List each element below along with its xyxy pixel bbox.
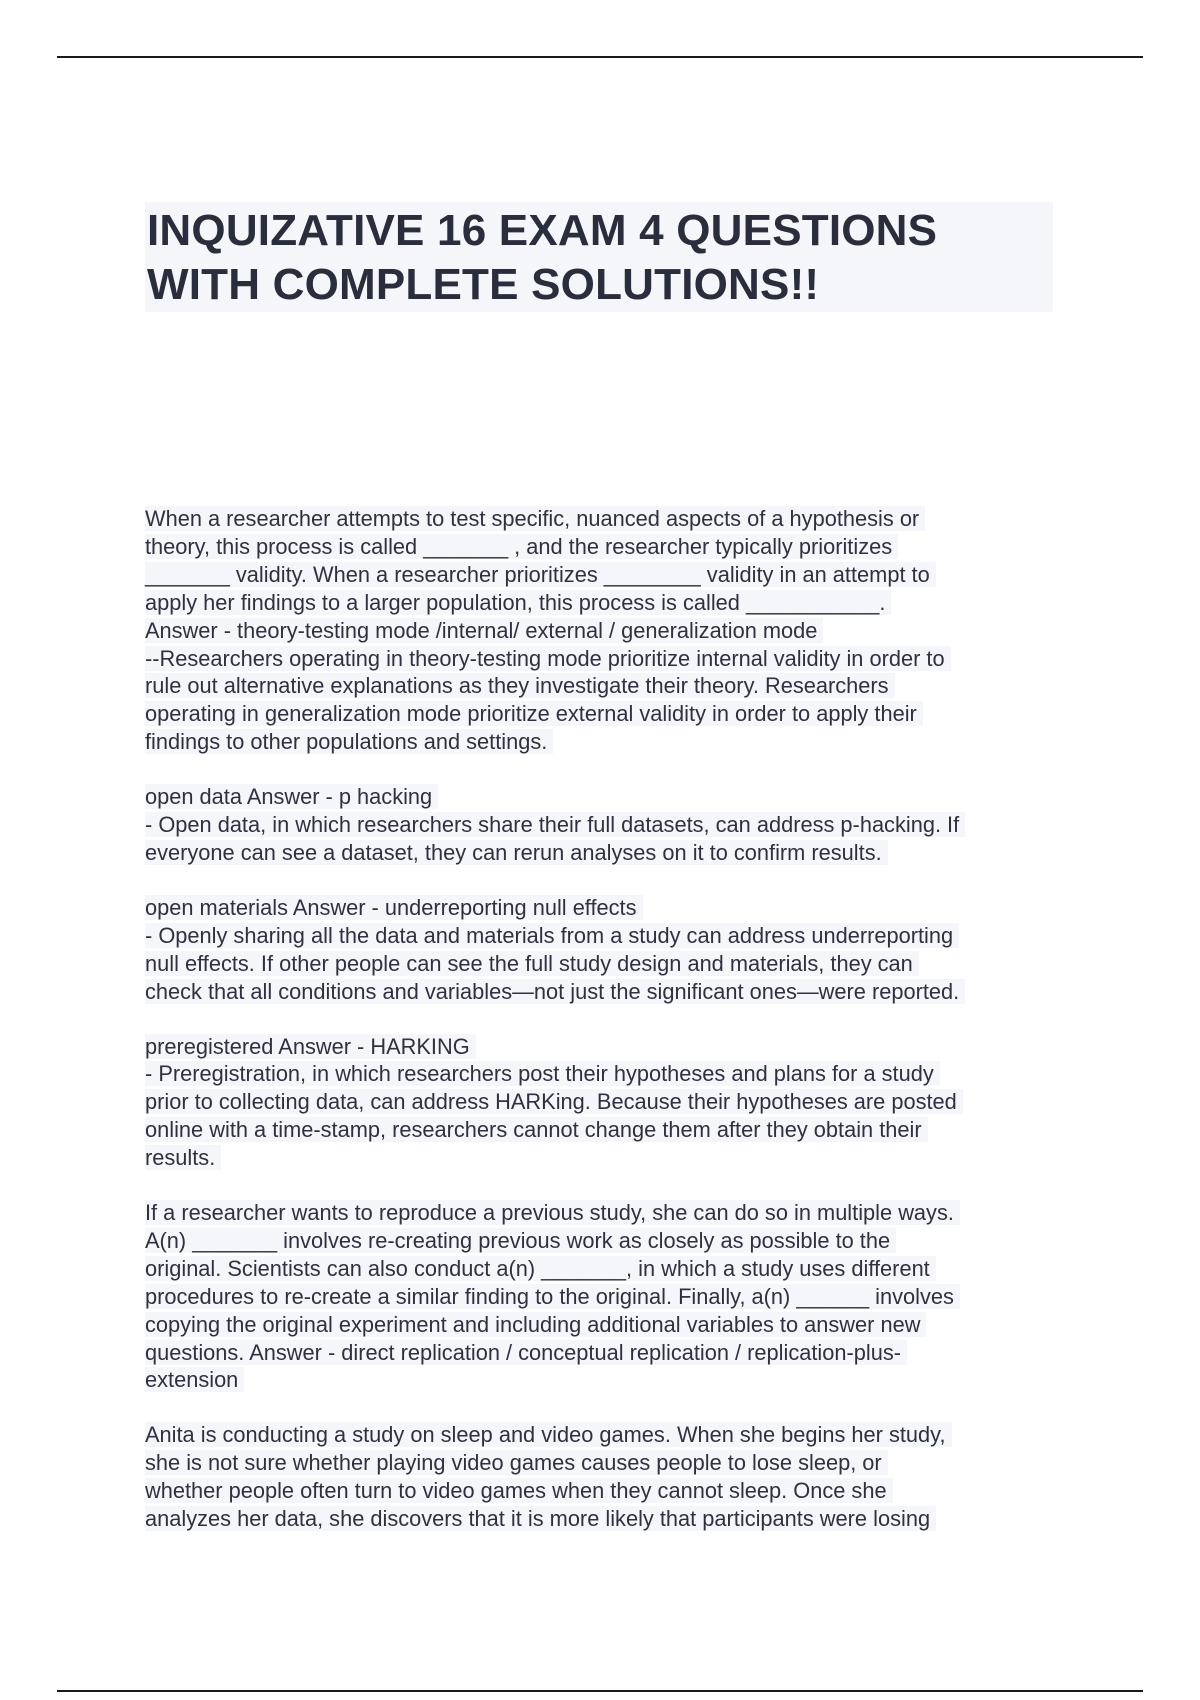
text-line: open materials Answer - underreporting null effects [145,894,1055,922]
title-line: WITH COMPLETE SOLUTIONS!! [147,260,820,309]
text-line: preregistered Answer - HARKING [145,1033,1055,1061]
text-line: If a researcher wants to reproduce a previous study, she can do so in multiple ways. [145,1199,1055,1227]
text-line: extension [145,1366,1055,1394]
bottom-rule [57,1690,1143,1692]
text-line: procedures to re-create a similar finding to the original. Finally, a(n) ______ involves [145,1283,1055,1311]
text-line: online with a time-stamp, researchers cannot change them after they obtain their [145,1116,1055,1144]
text-line: Anita is conducting a study on sleep and video games. When she begins her study, [145,1421,1055,1449]
text-line: everyone can see a dataset, they can rerun analyses on it to confirm results. [145,839,1055,867]
text-line: Answer - theory-testing mode /internal/ external / generalization mode [145,617,1055,645]
title-line: INQUIZATIVE 16 EXAM 4 QUESTIONS [147,206,938,255]
text-line: open data Answer - p hacking [145,783,1055,811]
qa-item [145,505,1055,756]
text-line: - Openly sharing all the data and materials from a study can address underreporting [145,922,1055,950]
text-line: apply her findings to a larger population, this process is called ___________. [145,589,1055,617]
qa-item [145,783,1055,867]
text-line: _______ validity. When a researcher prioritizes ________ validity in an attempt to [145,561,1055,589]
qa-item [145,1033,1055,1173]
text-line: operating in generalization mode prioritize external validity in order to apply their [145,700,1055,728]
text-line: theory, this process is called _______ , and the researcher typically prioritizes [145,533,1055,561]
qa-item [145,1421,1055,1533]
text-line: - Preregistration, in which researchers post their hypotheses and plans for a study [145,1060,1055,1088]
text-line: analyzes her data, she discovers that it is more likely that participants were losing [145,1505,1055,1533]
text-line: - Open data, in which researchers share their full datasets, can address p-hacking. If [145,811,1055,839]
title-block [145,202,1053,312]
text-line: whether people often turn to video games when they cannot sleep. Once she [145,1477,1055,1505]
text-line: findings to other populations and settings. [145,728,1055,756]
text-line: copying the original experiment and including additional variables to answer new [145,1311,1055,1339]
text-line: rule out alternative explanations as they investigate their theory. Researchers [145,672,1055,700]
text-line: check that all conditions and variables—not just the significant ones—were reported. [145,978,1055,1006]
top-rule [57,56,1143,58]
text-line: --Researchers operating in theory-testing mode prioritize internal validity in order to [145,645,1055,673]
qa-item [145,894,1055,1006]
text-line: null effects. If other people can see the full study design and materials, they can [145,950,1055,978]
text-line: prior to collecting data, can address HARKing. Because their hypotheses are posted [145,1088,1055,1116]
page-title [145,202,1053,312]
text-line: questions. Answer - direct replication / conceptual replication / replication-plus- [145,1339,1055,1367]
document-body [145,505,1055,1560]
text-line: When a researcher attempts to test specific, nuanced aspects of a hypothesis or [145,505,1055,533]
qa-item [145,1199,1055,1394]
text-line: results. [145,1144,1055,1172]
text-line: A(n) _______ involves re-creating previous work as closely as possible to the [145,1227,1055,1255]
text-line: she is not sure whether playing video games causes people to lose sleep, or [145,1449,1055,1477]
text-line: original. Scientists can also conduct a(n) _______, in which a study uses different [145,1255,1055,1283]
